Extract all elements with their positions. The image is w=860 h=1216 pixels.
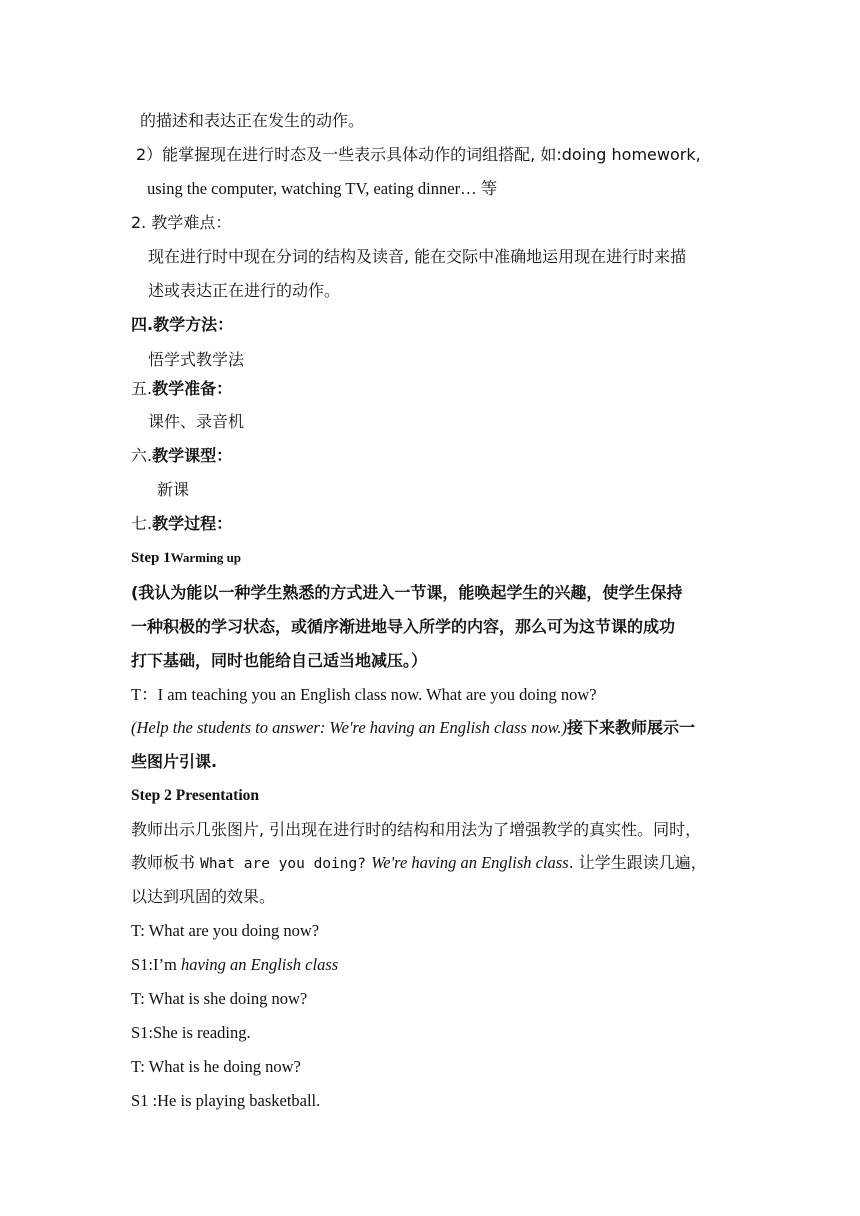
dialogue-line: S1:She is reading. — [131, 1023, 251, 1042]
text-line — [131, 718, 695, 738]
section-heading: 2. 教学难点： — [131, 213, 232, 232]
text-line: 的描述和表达正在发生的动作。 — [140, 111, 365, 130]
text-line: 教师出示几张图片, 引出现在进行时的结构和用法为了增强教学的真实性。同时， — [131, 820, 702, 839]
section-title: 教学过程： — [152, 514, 233, 533]
section-heading: 四.教学方法： — [131, 315, 234, 334]
section-number: 七. — [131, 514, 153, 533]
dialogue-line: T: What is he doing now? — [131, 1057, 301, 1076]
section-title: 教学准备： — [152, 379, 233, 398]
text-line: (我认为能以一种学生熟悉的方式进入一节课，能唤起学生的兴趣，使学生保持 — [131, 583, 683, 602]
text-line — [131, 853, 707, 874]
text-line: 打下基础，同时也能给自己适当地减压。） — [131, 651, 428, 670]
step-label: Step 1 — [131, 550, 171, 566]
section-title: 教学课型： — [152, 446, 233, 465]
dialogue-line: T：I am teaching you an English class now. What are you doing now? — [131, 685, 597, 704]
text-line: 一种积极的学习状态，或循序渐进地导入所学的内容，那么可为这节课的成功 — [131, 617, 676, 636]
text-segment: 教师板书 — [131, 853, 196, 872]
section-number: 五. — [131, 379, 153, 398]
dialogue-line: T: What is she doing now? — [131, 989, 308, 1008]
text-line: 现在进行时中现在分词的结构及读音, 能在交际中准确地运用现在进行时来描 — [148, 247, 687, 266]
dialogue-line: T: What are you doing now? — [131, 921, 320, 940]
text-line: using the computer, watching TV, eating dinner… 等 — [147, 179, 498, 198]
speaker-text: S1:I’m — [131, 955, 181, 974]
dialogue-line — [131, 955, 338, 975]
board-text: What are you doing? — [200, 856, 366, 872]
text-line: 些图片引课. — [131, 752, 218, 771]
instruction-note: 接下来教师展示一 — [567, 718, 696, 737]
text-line: 新课 — [157, 480, 190, 499]
instruction-text: (Help the students to answer: We're having an English class now.) — [131, 718, 568, 737]
step-heading — [131, 548, 241, 568]
step-title: Warming up — [170, 550, 242, 565]
dialogue-line: S1 :He is playing basketball. — [131, 1091, 321, 1110]
board-text-italic: We're having an English class — [371, 853, 569, 872]
section-heading — [131, 446, 232, 466]
answer-text: having an English class — [180, 955, 339, 974]
text-line: 述或表达正在进行的动作。 — [148, 281, 341, 300]
text-line: 2）能掌握现在进行时态及一些表示具体动作的词组搭配, 如:doing homework, — [136, 145, 701, 164]
text-line: 以达到巩固的效果。 — [131, 887, 276, 906]
text-segment: . 让学生跟读几遍， — [568, 853, 707, 872]
step-heading: Step 2 Presentation — [131, 787, 260, 804]
section-heading — [131, 379, 232, 399]
text-line: 悟学式教学法 — [148, 350, 245, 369]
section-heading — [131, 514, 232, 534]
text-line: 课件、录音机 — [148, 412, 245, 431]
section-number: 六. — [131, 446, 153, 465]
